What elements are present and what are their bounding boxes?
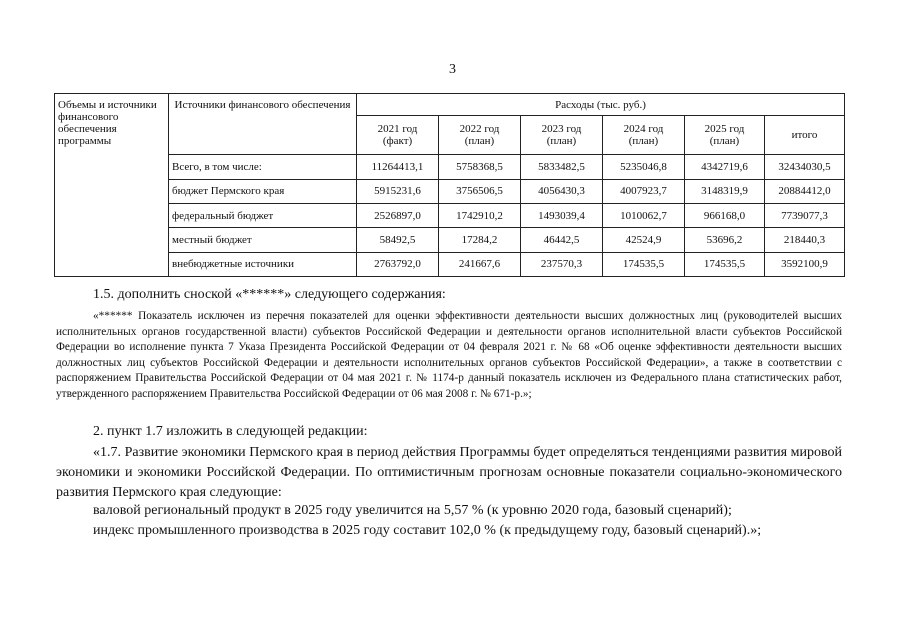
header-year: 2023 год (план) bbox=[521, 116, 603, 155]
item-1-5: 1.5. дополнить сноской «******» следующего содержания: bbox=[93, 287, 446, 302]
cell-value: 174535,5 bbox=[685, 252, 765, 276]
cell-value: 1742910,2 bbox=[439, 203, 521, 227]
financing-table bbox=[54, 93, 845, 277]
cell-value: 58492,5 bbox=[357, 228, 439, 252]
cell-value: 966168,0 bbox=[685, 203, 765, 227]
cell-value: 5833482,5 bbox=[521, 155, 603, 179]
row-source: федеральный бюджет bbox=[169, 203, 357, 227]
header-total: итого bbox=[765, 116, 845, 155]
cell-value: 237570,3 bbox=[521, 252, 603, 276]
table-row bbox=[55, 252, 845, 276]
cell-value: 46442,5 bbox=[521, 228, 603, 252]
cell-value: 5758368,5 bbox=[439, 155, 521, 179]
cell-total: 32434030,5 bbox=[765, 155, 845, 179]
cell-value: 4007923,7 bbox=[603, 179, 685, 203]
header-year: 2024 год (план) bbox=[603, 116, 685, 155]
table-header-row bbox=[55, 94, 845, 116]
cell-value: 4056430,3 bbox=[521, 179, 603, 203]
row-source: бюджет Пермского края bbox=[169, 179, 357, 203]
cell-value: 5915231,6 bbox=[357, 179, 439, 203]
page-number: 3 bbox=[449, 62, 456, 77]
cell-total: 7739077,3 bbox=[765, 203, 845, 227]
cell-value: 5235046,8 bbox=[603, 155, 685, 179]
cell-value: 42524,9 bbox=[603, 228, 685, 252]
header-year: 2025 год (план) bbox=[685, 116, 765, 155]
cell-value: 53696,2 bbox=[685, 228, 765, 252]
cell-value: 241667,6 bbox=[439, 252, 521, 276]
header-year: 2021 год (факт) bbox=[357, 116, 439, 155]
table-row bbox=[55, 155, 845, 179]
grp-line: валовой региональный продукт в 2025 году увеличится на 5,57 % (к уровню 2020 года, базовый сценарий); bbox=[93, 503, 732, 518]
header-expenses: Расходы (тыс. руб.) bbox=[357, 94, 845, 116]
cell-total: 3592100,9 bbox=[765, 252, 845, 276]
table-row bbox=[55, 179, 845, 203]
cell-value: 2526897,0 bbox=[357, 203, 439, 227]
table-row bbox=[55, 228, 845, 252]
ipp-line: индекс промышленного производства в 2025 году составит 102,0 % (к предыдущему году, базовый сценарий).»; bbox=[93, 523, 762, 538]
cell-value: 4342719,6 bbox=[685, 155, 765, 179]
cell-value: 2763792,0 bbox=[357, 252, 439, 276]
row-source: Всего, в том числе: bbox=[169, 155, 357, 179]
row-source: внебюджетные источники bbox=[169, 252, 357, 276]
header-year: 2022 год (план) bbox=[439, 116, 521, 155]
header-source: Источники финансового обеспечения bbox=[169, 94, 357, 155]
cell-value: 1493039,4 bbox=[521, 203, 603, 227]
header-program: Объемы и источники финансового обеспечения программы bbox=[55, 94, 169, 277]
row-source: местный бюджет bbox=[169, 228, 357, 252]
cell-value: 17284,2 bbox=[439, 228, 521, 252]
item-1-7-text: «1.7. Развитие экономики Пермского края в период действия Программы будет определяться тенденциями развития мировой экономики и экономики Российской Федерации. По оптимистичным прогнозам основные показатели социально-экономического развития Пермского края следующие: bbox=[56, 445, 842, 500]
cell-total: 218440,3 bbox=[765, 228, 845, 252]
table-row bbox=[55, 203, 845, 227]
footnote-text: «****** Показатель исключен из перечня показателей для оценки эффективности деятельности высших должностных лиц (руководителей высших исполнительных органов государственной власти) субъектов Российской Федерации и деятельности органов исполнительной власти субъектов Российской Федерации во исполнение пункта 7 Указа Президента Российской Федерации от 04 февраля 2021 г. № 68 «Об оценке эффективности деятельности высших должностных лиц субъектов Российской Федерации и деятельности исполнительных органов субъектов Российской Федерации», а также в соответствии с распоряжением Правительства Российской Федерации от 04 мая 2021 г. № 1174-р данный показатель исключен из Федерального плана статистических работ, утвержденного распоряжением Правительства Российской Федерации от 06 мая 2008 г. № 671-р.»; bbox=[56, 310, 842, 400]
item-2: 2. пункт 1.7 изложить в следующей редакции: bbox=[93, 424, 368, 439]
cell-value: 11264413,1 bbox=[357, 155, 439, 179]
cell-value: 174535,5 bbox=[603, 252, 685, 276]
cell-value: 1010062,7 bbox=[603, 203, 685, 227]
cell-value: 3148319,9 bbox=[685, 179, 765, 203]
cell-total: 20884412,0 bbox=[765, 179, 845, 203]
cell-value: 3756506,5 bbox=[439, 179, 521, 203]
